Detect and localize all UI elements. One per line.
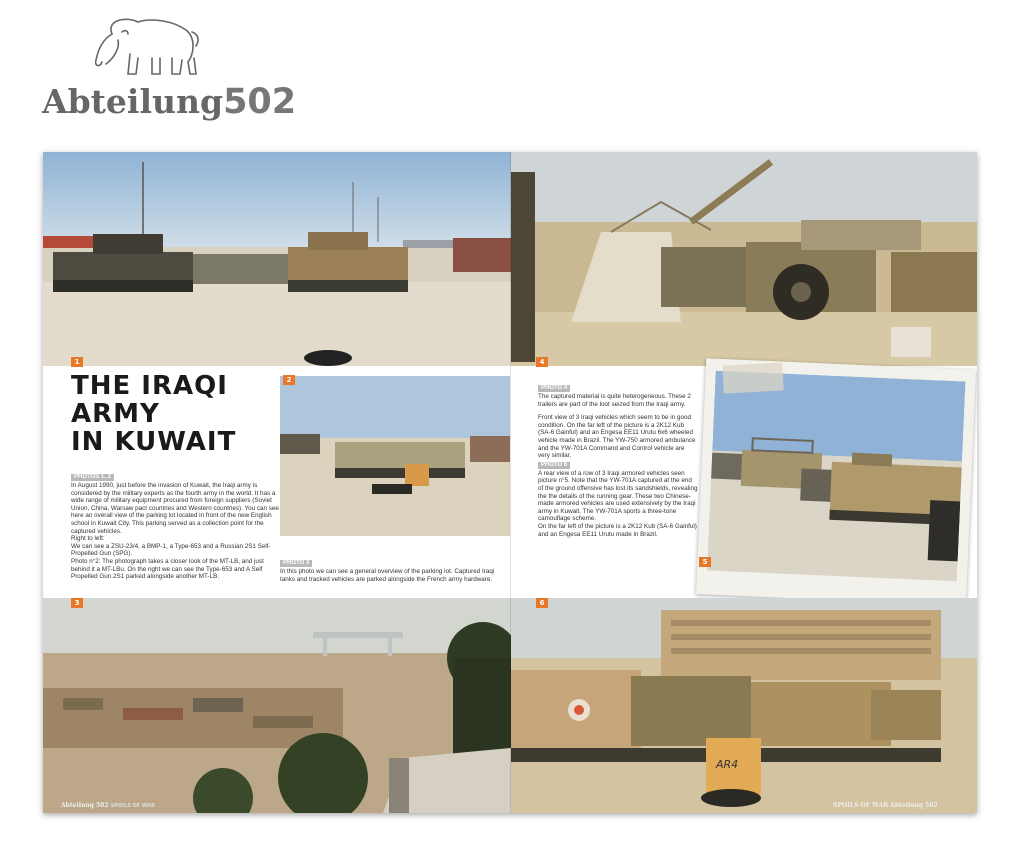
photo-4-label: PHOTO 4 [538,385,570,392]
photo-1 [43,152,511,366]
right-paragraph-4: On the far left of the picture is a 2K12 Kub (SA-6 Gainful) and an Engesa EE11 Urutu made in Brazil. [538,522,697,538]
right-paragraph-3: A rear view of a row of 3 Iraqi armored vehicles seen picture n°5. Note that the YW-701A captured at the end of the ground offensive has lost its sandshields, revealing the the details of the running gear. These two Chinese-made armored vehicles are used extensively by the Iraqi army in Kuwait. The YW-701A sports a three-tone camouflage scheme. [538,469,698,523]
logo-word: Abteilung [42,82,224,121]
photos-1-2-label: PHOTOS 1, 2 [71,474,114,481]
photo-number-2: 2 [283,375,295,385]
brand-logo [42,82,296,122]
headline-line-3: IN KUWAIT [71,427,237,457]
logo-number: 502 [223,82,297,122]
middle-article-text [280,558,508,583]
photo-2 [280,376,510,536]
magazine-spread [43,152,977,813]
spread-fold [510,152,511,813]
left-paragraph-1: In August 1990, just before the invasion of Kuwait, the Iraqi army is considered by the military experts as the fourth army in the world. It has a wide range of military equipment procured from foreign suppliers (Soviet Union, China, Warsaw pact countries and Western countries). You can see here an overall view of the parking lot located in front of the new English school in Kuwait City. This parking served as a collection point for the captured vehicles. [71,482,279,535]
left-paragraph-4: Photo n°2: The photograph takes a closer look of the MT-LB, and just behind it a MT-LBu. On the right we can see the Type-653 and A Self Propelled Gun 2S1 parked alongside another MT-LB. [71,557,264,581]
photo-number-1: 1 [71,357,83,367]
photo-number-4: 4 [536,357,548,367]
photo-3 [43,598,511,813]
middle-paragraph: In this photo we can see a general overview of the parking lot. Captured Iraqi tanks and tracked vehicles are parked alongside the French army hardware. [280,568,495,583]
photo-6 [511,598,977,813]
right-article-text [538,383,698,538]
photo-5-frame [691,362,977,602]
tape-strip [722,362,783,393]
right-paragraph-1: The captured material is quite heterogeneous. These 2 trailers are part of the loot seized from the Iraqi army. [538,393,691,408]
right-paragraph-2: Front view of 3 Iraqi vehicles which seem to be in good condition. On the far left of the picture is a 2K12 Kub (SA-6 Gainful) and an Engesa EE11 Urutu 6x6 wheeled vehicle made in Brazil. The YW-750 armored ambulance and the YW-701A Command and Control vehicle are very similar. [538,414,696,460]
left-paragraph-3: We can see a ZSU-23/4, a BMP-1, a Type-653 and a Russian 2S1 Self-Propelled Gun (SPG). [71,542,271,558]
photo-3-label: PHOTO 3 [280,560,312,567]
footer-right: SPOILS OF WAR Abteilung 502 [833,802,938,809]
left-article-text [71,472,279,581]
crate-marking: AR4 [716,758,739,771]
photo-number-5: 5 [699,557,711,567]
photo-number-6: 6 [536,598,548,608]
footer-left [61,802,155,809]
footer-left-brand: Abteilung 502 [61,802,109,809]
headline-line-2: ARMY [71,399,160,429]
photo-6-label: PHOTO 6 [538,462,570,469]
photo-number-3: 3 [71,598,83,608]
footer-left-sub: SPOILS OF WAR [110,803,155,809]
photo-4 [511,152,977,366]
headline-line-1: THE IRAQI [71,371,228,401]
left-paragraph-2: Right to left: [71,535,105,543]
article-headline [71,372,236,456]
mammoth-logo-icon [92,14,204,80]
photo-5 [707,371,965,582]
